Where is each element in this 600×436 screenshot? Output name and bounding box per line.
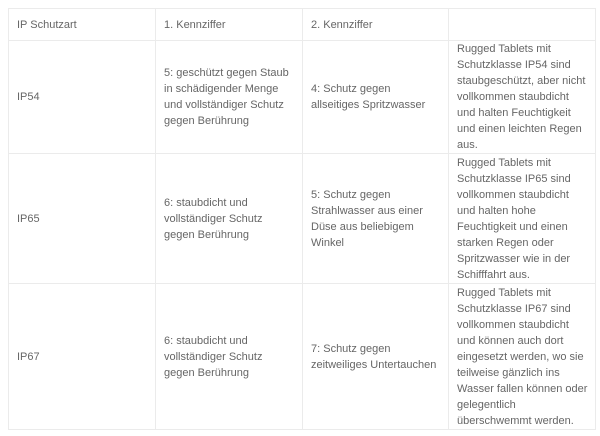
cell-second-digit: 5: Schutz gegen Strahlwasser aus einer Düse aus beliebigem Winkel: [303, 154, 449, 284]
cell-first-digit: 6: staubdicht und vollständiger Schutz gegen Berührung: [156, 154, 303, 284]
cell-code: IP65: [9, 154, 156, 284]
cell-second-digit: 4: Schutz gegen allseitiges Spritzwasser: [303, 41, 449, 154]
table-row: [9, 284, 596, 430]
cell-first-digit: 5: geschützt gegen Staub in schädigender Menge und vollständiger Schutz gegen Berührung: [156, 41, 303, 154]
header-ip-schutzart: IP Schutzart: [9, 9, 156, 41]
table-row: [9, 41, 596, 154]
cell-code: IP67: [9, 284, 156, 430]
cell-description: Rugged Tablets mit Schutzklasse IP65 sind vollkommen staubdicht und halten hohe Feuchtigkeit und einen starken Regen oder Spritzwasser wie in der Schifffahrt aus.: [449, 154, 596, 284]
cell-description: Rugged Tablets mit Schutzklasse IP67 sind vollkommen staubdicht und können auch dort eingesetzt werden, wo sie teilweise gänzlich ins Wasser fallen können oder gelegentlich überschwemmt werden.: [449, 284, 596, 430]
ip-protection-table: [8, 8, 596, 430]
cell-code: IP54: [9, 41, 156, 154]
header-second-digit: 2. Kennziffer: [303, 9, 449, 41]
table-row: [9, 154, 596, 284]
cell-first-digit: 6: staubdicht und vollständiger Schutz gegen Berührung: [156, 284, 303, 430]
header-description: [449, 9, 596, 41]
cell-second-digit: 7: Schutz gegen zeitweiliges Untertauchen: [303, 284, 449, 430]
table-header-row: [9, 9, 596, 41]
header-first-digit: 1. Kennziffer: [156, 9, 303, 41]
cell-description: Rugged Tablets mit Schutzklasse IP54 sind staubgeschützt, aber nicht vollkommen staubdicht und halten Feuchtigkeit und einen leichten Regen aus.: [449, 41, 596, 154]
